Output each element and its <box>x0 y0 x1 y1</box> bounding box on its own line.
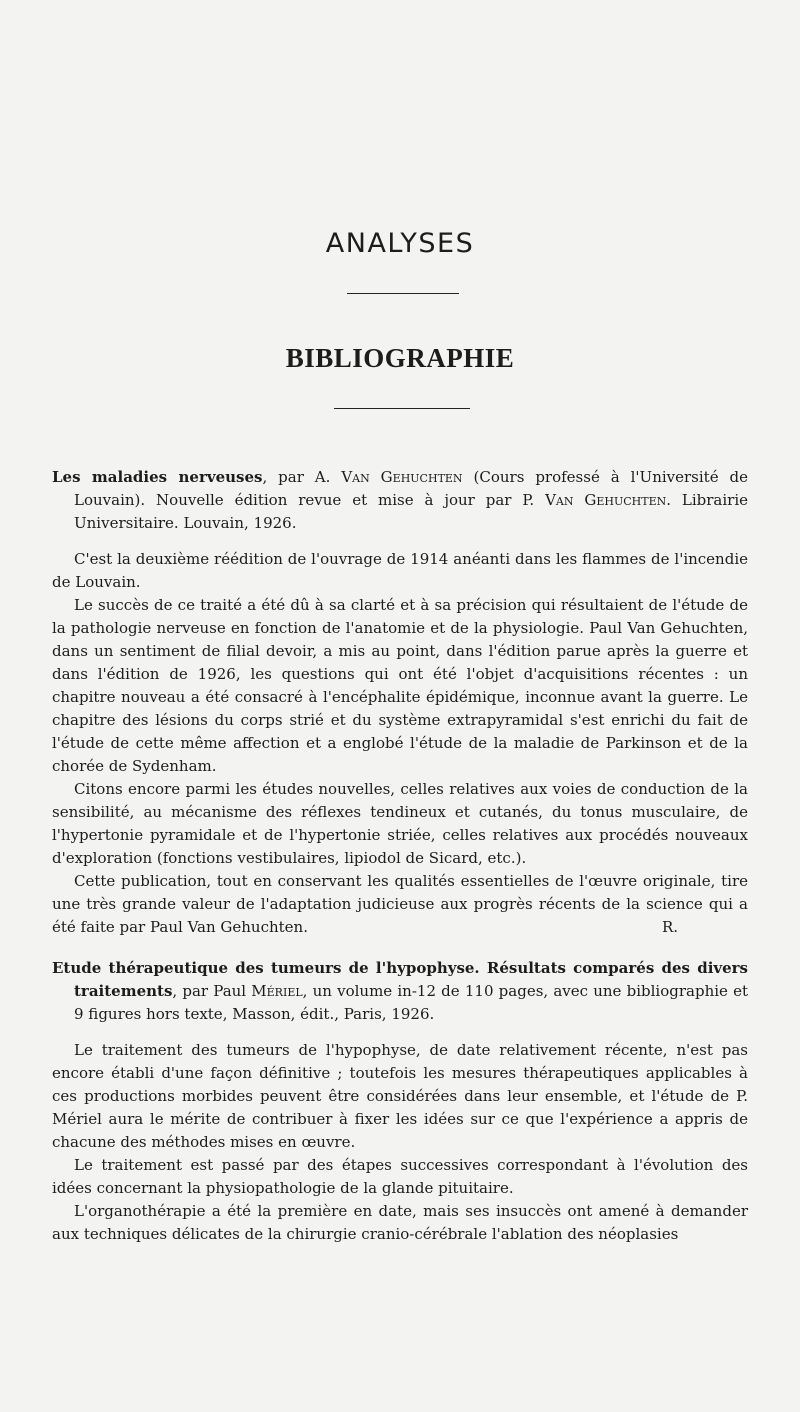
review1-paragraph: Le succès de ce traité a été dû à sa clarté et à sa précision qui résultaient de l'étude de la pathologie nerveuse en fonction de l'anatomie et de la physiologie. Paul Van Gehuchten, dans un sentiment de filial devoir, a mis au point, dans l'édition parue après la guerre et dans l'édition de 1926, les questions qui ont été l'objet d'acquisitions récentes : un chapitre nouveau a été consacré à l'encéphalite épidémique, inconnue avant la guerre. Le chapitre des lésions du corps strié et du système extrapyramidal s'est enrichi du fait de l'étude de cette même affection et a englobé l'étude de la maladie de Parkinson et de la chorée de Sydenham. <box>52 596 748 775</box>
review1-signature: R. <box>661 918 678 936</box>
review2-reference <box>52 957 748 1026</box>
review1-ref-author: Van Gehuchten <box>341 468 463 486</box>
review1-last-paragraph <box>52 870 748 939</box>
review1-ref-editor: Van Gehuchten <box>545 491 667 509</box>
review2-ref-by: , par Paul <box>172 982 252 1000</box>
review1-ref-rest1: (Cours professé à l'Université de Louvain). Nouvelle édition revue et mise à jour par P. <box>74 468 748 509</box>
title-rule <box>347 293 459 294</box>
review1-paragraph: Citons encore parmi les études nouvelles, celles relatives aux voies de conduction de la sensibilité, au mécanisme des réflexes tendineux et cutanés, du tonus musculaire, de l'hypertonie pyramidale et de l'hypertonie striée, celles relatives aux procédés nouveaux d'exploration (fonctions vestibulaires, lipiodol de Sicard, etc.). <box>52 780 748 867</box>
review2-paragraph: L'organothérapie a été la première en date, mais ses insuccès ont amené à demander aux techniques délicates de la chirurgie cranio-cérébrale l'ablation des néoplasies <box>52 1202 748 1243</box>
review2-paragraph: Le traitement des tumeurs de l'hypophyse, de date relativement récente, n'est pas encore établi d'une façon définitive ; toutefois les mesures thérapeutiques applicables à ces productions morbides peuvent être considérées dans leur ensemble, et l'étude de P. Mériel aura le mérite de contribuer à fixer les idées sur ce que l'expérience a appris de chacune des méthodes mises en œuvre. <box>52 1041 748 1151</box>
review1-reference <box>52 466 748 535</box>
review2-paragraph: Le traitement est passé par des étapes successives correspondant à l'évolution des idées concernant la physiopathologie de la glande pituitaire. <box>52 1156 748 1197</box>
review2-ref-author: Mériel <box>251 982 303 1000</box>
section-subtitle: BIBLIOGRAPHIE <box>285 343 515 373</box>
review2-ref-title: Etude thérapeutique des tumeurs de l'hypophyse. Résultats comparés des divers traitements <box>52 959 748 1000</box>
review1-last-text: Cette publication, tout en conservant les qualités essentielles de l'œuvre originale, tire une très grande valeur de l'adaptation judicieuse aux progrès récents de la science qui a été faite par Paul Van Gehuchten. <box>52 872 748 936</box>
review1-ref-rest2: . Librairie Universitaire. Louvain, 1926. <box>74 491 749 532</box>
review1-paragraph: C'est la deuxième réédition de l'ouvrage de 1914 anéanti dans les flammes de l'incendie de Louvain. <box>52 550 748 591</box>
section-title: ANALYSES <box>325 228 475 259</box>
review1-ref-by: , par A. <box>262 468 342 486</box>
review1-ref-title: Les maladies nerveuses <box>52 468 263 486</box>
subtitle-rule <box>334 408 470 409</box>
review2-ref-rest: , un volume in-12 de 110 pages, avec une bibliographie et 9 figures hors texte, Masson, édit., Paris, 1926. <box>74 982 748 1023</box>
article-body <box>52 466 748 1246</box>
